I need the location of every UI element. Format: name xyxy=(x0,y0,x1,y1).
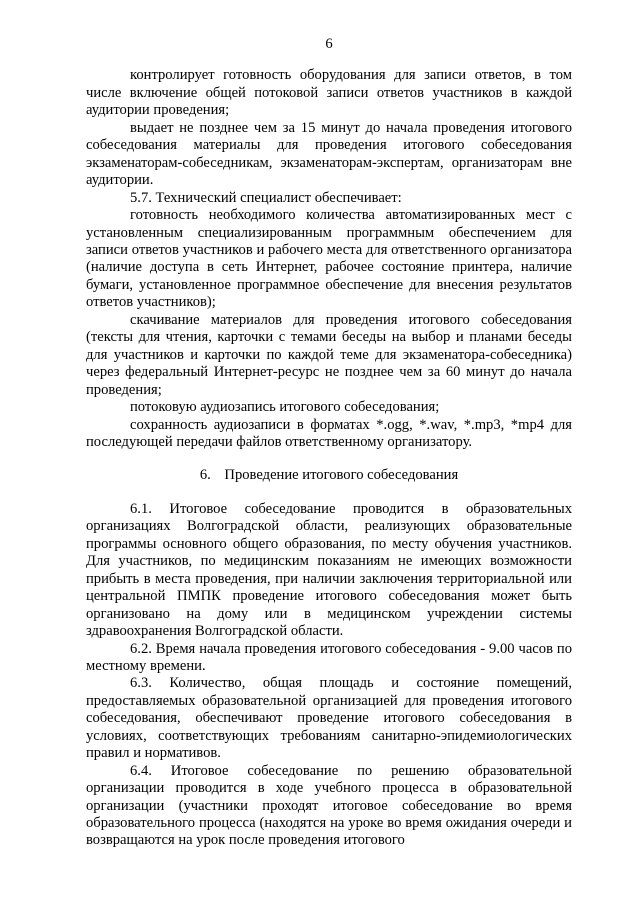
paragraph-6-4: 6.4. Итоговое собеседование по решению образовательной организации проводится в ходе учебного процесса в образовательной организации (участники проходят итоговое собеседование во время образовательного процесса (находятся на уроке во время ожидания очереди и возвращаются на урок после проведения итогового xyxy=(86,762,572,849)
paragraph-equipment-check: контролирует готовность оборудования для записи ответов, в том числе включение общей потоковой записи ответов участников в каждой аудитории проведения; xyxy=(86,67,572,119)
page-number: 6 xyxy=(325,36,333,52)
paragraph-6-1: 6.1. Итоговое собеседование проводится в образовательных организациях Волгоградской области, реализующих образовательные программы основного общего образования, по месту обучения участников. Для участников, по медицинским показаниям не имеющих возможности прибыть в места проведения, при наличии заключения территориальной или центральной ПМПК проведение итогового собеседования может быть организовано на дому или в медицинском учреждении системы здравоохранения Волгоградской области. xyxy=(86,500,572,640)
section-number: 6. xyxy=(199,467,211,484)
paragraph-materials-issue: выдает не позднее чем за 15 минут до начала проведения итогового собеседования материалы для проведения итогового собеседования экзаменаторам-собеседникам, экзаменаторам-экспертам, организаторам вне аудитории. xyxy=(86,119,572,189)
paragraph-audio-streaming: потоковую аудиозапись итогового собеседования; xyxy=(130,399,440,416)
section-heading xyxy=(86,467,572,484)
paragraph-tech-specialist-heading: 5.7. Технический специалист обеспечивает: xyxy=(130,189,402,206)
section-title: Проведение итогового собеседования xyxy=(224,467,459,484)
paragraph-6-3: 6.3. Количество, общая площадь и состояние помещений, предоставляемых образовательной организацией для проведения итогового собеседования, обеспечивают проведение итогового собеседования в условиях, соответствующих требованиям санитарно-эпидемиологических правил и нормативов. xyxy=(86,675,572,762)
paragraph-workstations-readiness: готовность необходимого количества автоматизированных мест с установленным специализированным программным обеспечением для записи ответов участников и рабочего места для ответственного организатора (наличие доступа в сеть Интернет, рабочее состояние принтера, наличие бумаги, установленное программное обеспечение для внесения результатов ответов участников); xyxy=(86,207,572,311)
paragraph-audio-storage: сохранность аудиозаписи в форматах *.ogg, *.wav, *.mp3, *mp4 для последующей передачи файлов ответственному организатору. xyxy=(86,416,572,450)
paragraph-6-2: 6.2. Время начала проведения итогового собеседования - 9.00 часов по местному времени. xyxy=(86,640,572,674)
paragraph-materials-download: скачивание материалов для проведения итогового собеседования (тексты для чтения, карточки с темами беседы на выбор и планами беседы для участников и карточки по каждой теме для экзаменатора-собеседника) через федеральный Интернет-ресурс не позднее чем за 60 минут до начала проведения; xyxy=(86,311,572,398)
